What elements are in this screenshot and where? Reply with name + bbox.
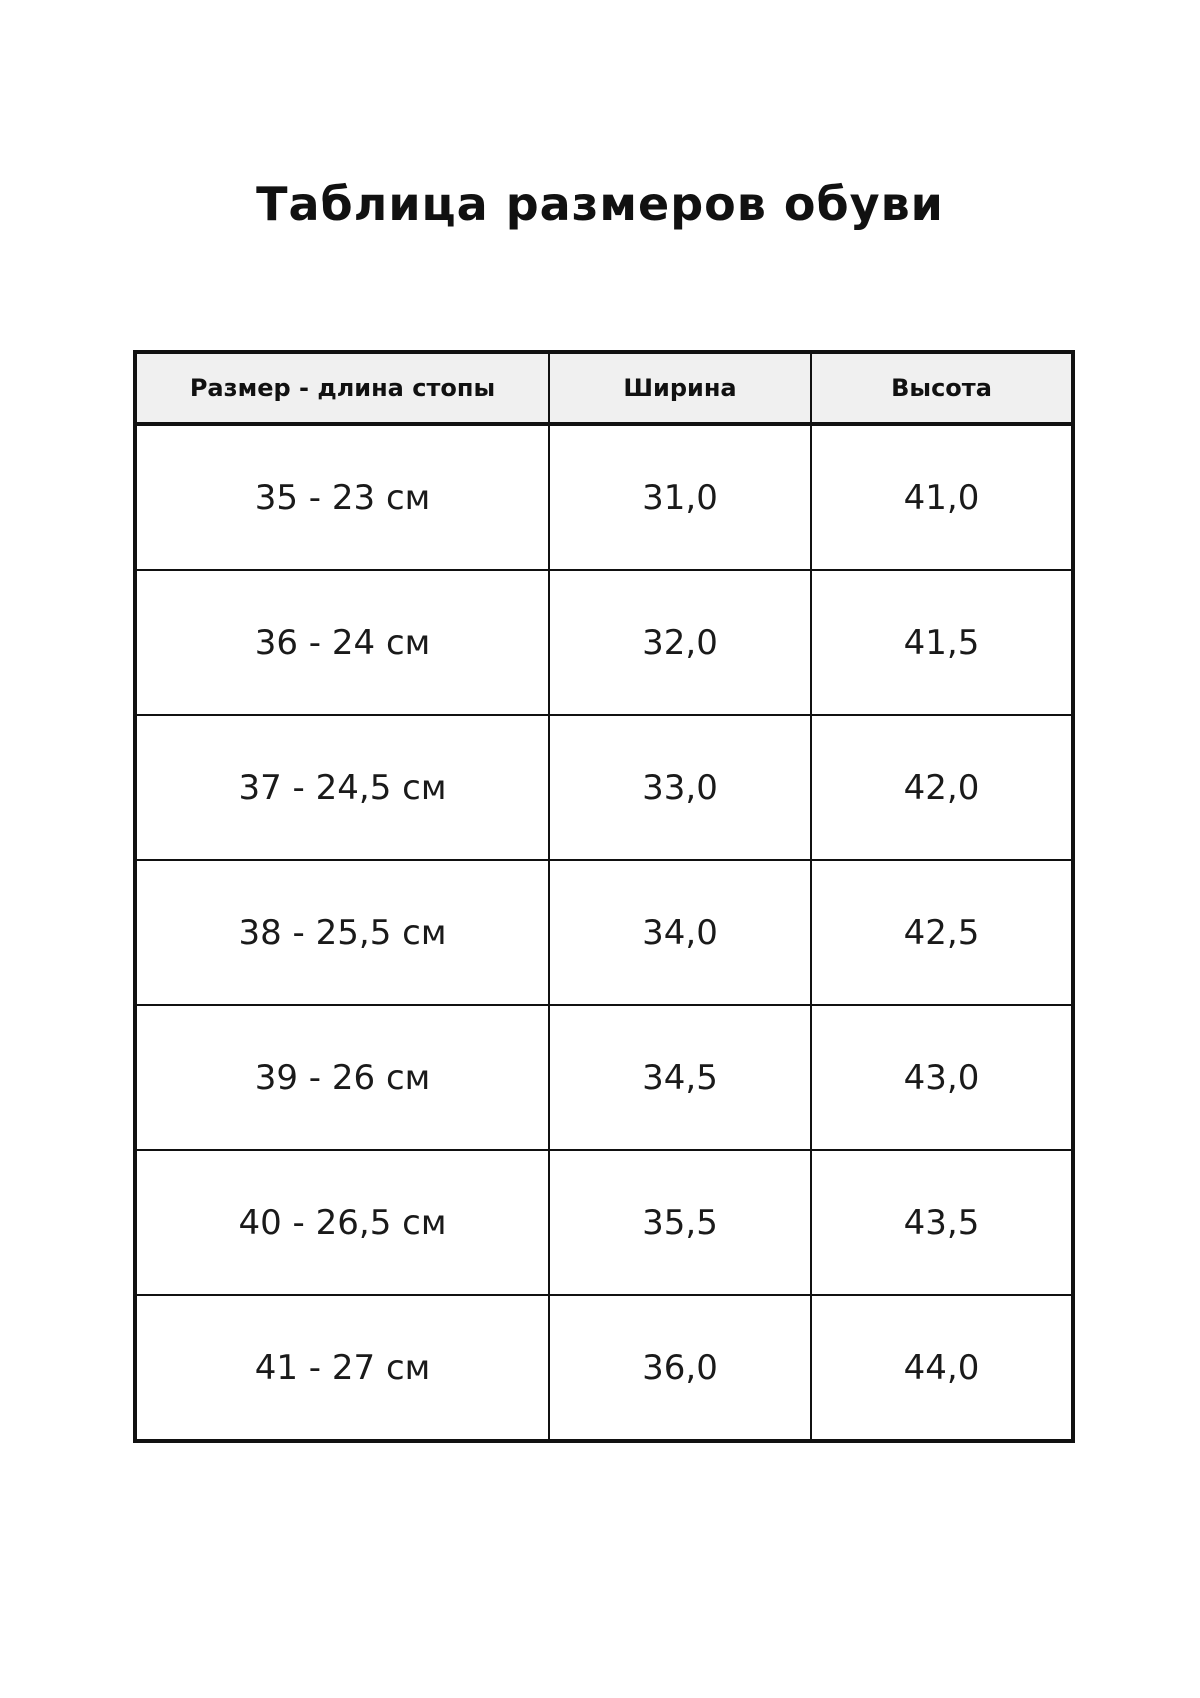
- column-header-height: Высота: [811, 352, 1073, 424]
- cell-width: 34,0: [549, 860, 811, 1005]
- table-row: [135, 860, 1073, 1005]
- cell-width: 34,5: [549, 1005, 811, 1150]
- page-title: Таблица размеров обуви: [256, 177, 944, 231]
- size-table: [133, 350, 1075, 1443]
- table-row: [135, 1295, 1073, 1441]
- table-row: [135, 1005, 1073, 1150]
- table-row: [135, 1150, 1073, 1295]
- cell-width: 32,0: [549, 570, 811, 715]
- cell-width: 33,0: [549, 715, 811, 860]
- cell-size: 38 - 25,5 см: [135, 860, 549, 1005]
- cell-height: 44,0: [811, 1295, 1073, 1441]
- cell-size: 36 - 24 см: [135, 570, 549, 715]
- cell-height: 42,5: [811, 860, 1073, 1005]
- table-header-row: [135, 352, 1073, 424]
- column-header-size: Размер - длина стопы: [135, 352, 549, 424]
- cell-size: 41 - 27 см: [135, 1295, 549, 1441]
- cell-size: 39 - 26 см: [135, 1005, 549, 1150]
- table-row: [135, 424, 1073, 570]
- cell-height: 41,0: [811, 424, 1073, 570]
- column-header-width: Ширина: [549, 352, 811, 424]
- cell-height: 42,0: [811, 715, 1073, 860]
- cell-size: 37 - 24,5 см: [135, 715, 549, 860]
- cell-width: 31,0: [549, 424, 811, 570]
- cell-size: 40 - 26,5 см: [135, 1150, 549, 1295]
- cell-width: 36,0: [549, 1295, 811, 1441]
- cell-width: 35,5: [549, 1150, 811, 1295]
- cell-height: 43,0: [811, 1005, 1073, 1150]
- cell-height: 43,5: [811, 1150, 1073, 1295]
- cell-height: 41,5: [811, 570, 1073, 715]
- table-row: [135, 715, 1073, 860]
- table-row: [135, 570, 1073, 715]
- cell-size: 35 - 23 см: [135, 424, 549, 570]
